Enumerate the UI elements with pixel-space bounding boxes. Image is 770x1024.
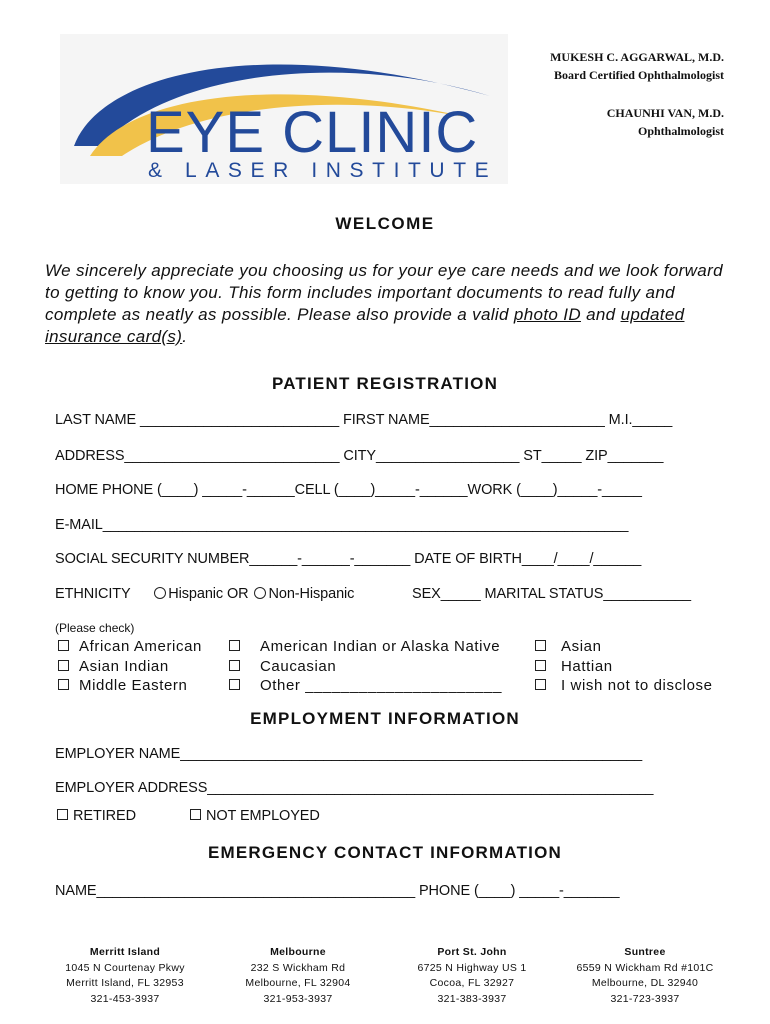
ethnicity-checkbox[interactable] (535, 640, 546, 651)
sex-marital-field-line[interactable]: SEX_____ MARITAL STATUS___________ (412, 586, 691, 602)
office-suntree (565, 945, 725, 1007)
ethnicity-column-3 (535, 637, 713, 696)
office-city: Cocoa, FL 32927 (429, 977, 515, 989)
office-name: Port St. John (437, 946, 507, 958)
ethnicity-checkbox[interactable] (58, 660, 69, 671)
hispanic-radio[interactable] (154, 587, 166, 599)
ethnicity-checkbox[interactable] (535, 679, 546, 690)
list-item (58, 637, 202, 657)
office-city: Merritt Island, FL 32953 (66, 977, 184, 989)
please-check-note: (Please check) (55, 621, 135, 635)
ethnicity-option-label: I wish not to disclose (561, 677, 713, 694)
hispanic-label: Hispanic OR (168, 586, 249, 602)
office-merritt-island (45, 945, 205, 1007)
phone-field-line[interactable]: HOME PHONE (____) _____-______CELL (____)_____-______WORK (____)_____-_____ (55, 482, 642, 498)
ethnicity-column-1 (58, 637, 202, 696)
non-hispanic-radio[interactable] (254, 587, 266, 599)
ethnicity-option-label: Other ______________________ (260, 677, 503, 694)
logo-sub-text: & LASER INSTITUTE (148, 159, 498, 182)
not-employed-checkbox[interactable] (190, 809, 201, 820)
emergency-name-phone-field-line[interactable]: NAME________________________________________ PHONE (____) _____-_______ (55, 883, 620, 899)
not-employed-label: NOT EMPLOYED (206, 808, 320, 824)
ethnicity-option-label: Middle Eastern (79, 677, 188, 694)
doctor-name: CHAUNHI VAN, M.D. (606, 106, 724, 120)
ethnicity-checkbox[interactable] (229, 660, 240, 671)
office-phone: 321-453-3937 (90, 992, 160, 1005)
retired-label: RETIRED (73, 808, 136, 824)
ssn-dob-field-line[interactable]: SOCIAL SECURITY NUMBER______-______-_______ DATE OF BIRTH____/____/______ (55, 551, 642, 567)
ethnicity-label: ETHNICITY (55, 586, 131, 602)
employer-address-field-line[interactable]: EMPLOYER ADDRESS________________________________________________________ (55, 780, 654, 796)
office-phone: 321-723-3937 (610, 992, 680, 1005)
ethnicity-option-label: Caucasian (260, 657, 337, 675)
ethnicity-option-label: Hattian (561, 657, 613, 675)
list-item (229, 676, 502, 696)
ethnicity-checkbox[interactable] (58, 640, 69, 651)
retired-checkbox[interactable] (57, 809, 68, 820)
ethnicity-checkbox[interactable] (229, 679, 240, 690)
list-item (535, 657, 713, 677)
intro-text: We sincerely appreciate you choosing us for your eye care needs and we look forward to getting to know you. This form includes important documents to read fully and complete as neatly as possible. Please also provide a valid (45, 261, 723, 324)
office-port-st-john (392, 945, 552, 1007)
office-street: 1045 N Courtenay Pkwy (65, 961, 185, 974)
emergency-contact-title: EMERGENCY CONTACT INFORMATION (207, 843, 562, 862)
ethnicity-option-label: American Indian or Alaska Native (260, 638, 501, 655)
intro-end-text: . (182, 327, 188, 346)
office-street: 232 S Wickham Rd (250, 961, 346, 974)
ethnicity-checkbox[interactable] (58, 679, 69, 690)
office-phone: 321-383-3937 (437, 992, 507, 1005)
photo-id-text: photo ID (513, 305, 581, 324)
office-city: Melbourne, FL 32904 (245, 977, 351, 989)
address-field-line[interactable]: ADDRESS___________________________ CITY__________________ ST_____ ZIP_______ (55, 448, 664, 464)
office-street: 6725 N Highway US 1 (417, 961, 527, 974)
welcome-intro (45, 260, 735, 348)
office-name: Merritt Island (89, 946, 161, 958)
doctor-title: Ophthalmologist (637, 124, 724, 138)
employer-name-field-line[interactable]: EMPLOYER NAME__________________________________________________________ (55, 746, 643, 762)
ethnicity-checkbox[interactable] (229, 640, 240, 651)
list-item (58, 657, 202, 677)
office-name: Suntree (624, 946, 666, 958)
welcome-title: WELCOME (335, 214, 435, 233)
ethnicity-option-label: African American (79, 638, 202, 655)
employment-information-title: EMPLOYMENT INFORMATION (250, 709, 520, 728)
email-field-line[interactable]: E-MAIL__________________________________________________________________ (55, 517, 629, 533)
ethnicity-line (55, 586, 354, 602)
not-employed-option (190, 808, 320, 824)
office-phone: 321-953-3937 (263, 992, 333, 1005)
list-item (229, 637, 502, 657)
eye-clinic-logo (60, 34, 508, 184)
intro-and-text: and (581, 305, 621, 324)
list-item (535, 637, 713, 657)
non-hispanic-label: Non-Hispanic (268, 586, 355, 602)
office-city: Melbourne, DL 32940 (591, 977, 699, 989)
doctor-list (550, 48, 724, 140)
list-item (229, 657, 502, 677)
doctor-name: MUKESH C. AGGARWAL, M.D. (550, 50, 724, 64)
retired-option (57, 808, 136, 824)
ethnicity-option-label: Asian Indian (79, 657, 169, 675)
list-item (535, 676, 713, 696)
patient-registration-title: PATIENT REGISTRATION (271, 374, 499, 393)
insurance-card-text: updated insurance card(s) (45, 305, 685, 346)
list-item (58, 676, 202, 696)
ethnicity-option-label: Asian (561, 638, 602, 655)
office-name: Melbourne (270, 946, 326, 958)
office-street: 6559 N Wickham Rd #101C (576, 961, 714, 974)
ethnicity-checkbox[interactable] (535, 660, 546, 671)
ethnicity-column-2 (229, 637, 502, 696)
logo-main-text: EYE CLINIC (146, 100, 479, 165)
office-melbourne (218, 945, 378, 1007)
doctor-title: Board Certified Ophthalmologist (554, 68, 724, 82)
name-field-line[interactable]: LAST NAME _________________________ FIRST NAME______________________ M.I._____ (55, 412, 673, 428)
